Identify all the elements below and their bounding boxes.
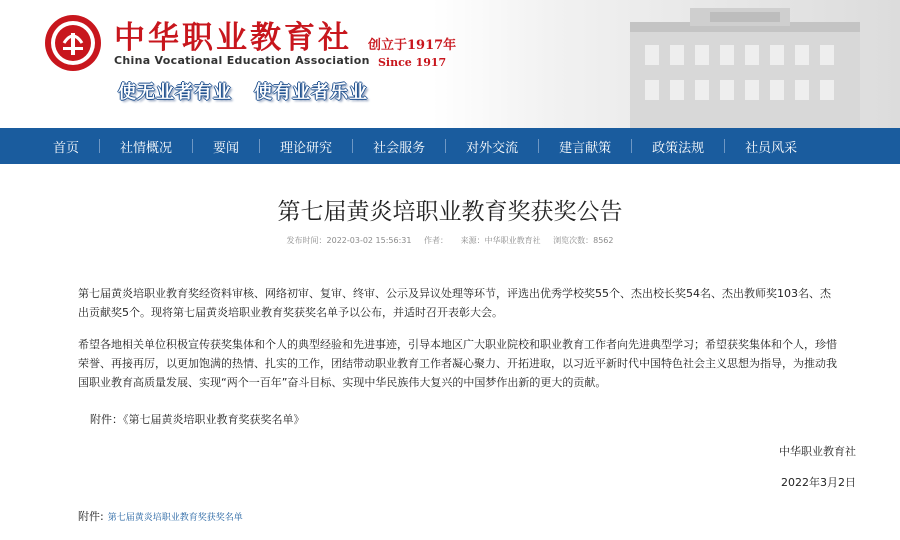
founded-cn: 创立于1917年 <box>368 38 457 53</box>
logo-icon[interactable] <box>43 13 103 73</box>
attachment-download-link[interactable]: 第七届黄炎培职业教育奖获奖名单 <box>107 513 243 523</box>
attachment-inline-title: 《第七届黄炎培职业教育奖获奖名单》 <box>123 413 305 426</box>
nav-social-service[interactable]: 社会服务 <box>373 140 426 156</box>
source: 来源：中华职业教育社 <box>460 236 541 245</box>
article-meta <box>0 235 900 247</box>
site-logo-title[interactable]: 中华职业教育社 <box>114 20 352 56</box>
nav-advice[interactable]: 建言献策 <box>559 140 612 156</box>
nav-divider <box>352 139 353 153</box>
signature-date: 2022年3月2日 <box>781 476 856 489</box>
nav-home[interactable]: 首页 <box>53 140 80 156</box>
site-logo-subtitle: China Vocational Education Association <box>114 54 370 67</box>
nav-exchange[interactable]: 对外交流 <box>466 140 519 156</box>
nav-divider <box>192 139 193 153</box>
nav-divider <box>724 139 725 153</box>
author: 作者： <box>424 236 449 245</box>
founded-badge <box>368 37 456 71</box>
building-illustration <box>590 0 900 128</box>
article-paragraph-1 <box>78 284 838 322</box>
slogan <box>118 78 368 104</box>
nav-divider <box>99 139 100 153</box>
nav-members[interactable]: 社员风采 <box>745 140 798 156</box>
article-paragraph-2-text: 希望各地相关单位积极宣传获奖集体和个人的典型经验和先进事迹，引导本地区广大职业院校和职业教育工作者向先进典型学习；希望获奖集体和个人，珍惜荣誉、再接再厉，以更加饱满的热情、扎实的工作，团结带动职业教育工作者凝心聚力、开拓进取，以习近平新时代中国特色社会主义思想为指导，为推动我国职业教育高质量发展、实现“两个一百年”奋斗目标、实现中华民族伟大复兴的中国梦作出新的更大的贡献。 <box>78 338 837 389</box>
nav-research[interactable]: 理论研究 <box>280 140 333 156</box>
article-paragraph-2 <box>78 335 838 392</box>
main-nav <box>0 128 900 164</box>
nav-policy[interactable]: 政策法规 <box>652 140 705 156</box>
attachment-download-label: 附件: <box>78 510 104 523</box>
publish-time: 发布时间：2022-03-02 15:56:31 <box>286 236 412 245</box>
site-header <box>0 0 900 128</box>
slogan-2: 使有业者乐业 <box>254 82 368 103</box>
article-paragraph-1-text: 第七届黄炎培职业教育奖经资料审核、网络初审、复审、终审、公示及异议处理等环节，评选出优秀学校奖55个、杰出校长奖54名、杰出教师奖103名、杰出贡献奖5个。现将第七届黄炎培职业教育奖获奖名单予以公布，并适时召开表彰大会。 <box>78 287 831 319</box>
nav-news[interactable]: 要闻 <box>213 140 240 156</box>
nav-divider <box>631 139 632 153</box>
nav-divider <box>445 139 446 153</box>
slogan-1: 使无业者有业 <box>118 82 232 103</box>
nav-divider <box>259 139 260 153</box>
article-title: 第七届黄炎培职业教育奖获奖公告 <box>277 199 623 225</box>
signature: 中华职业教育社 <box>779 445 856 458</box>
attachment-label: 附件： <box>90 413 123 426</box>
nav-about[interactable]: 社情概况 <box>120 140 173 156</box>
attachment-download <box>78 508 243 524</box>
nav-divider <box>538 139 539 153</box>
view-count: 浏览次数：8562 <box>553 236 614 245</box>
attachment-line <box>90 411 305 427</box>
founded-en: Since 1917 <box>377 56 447 69</box>
